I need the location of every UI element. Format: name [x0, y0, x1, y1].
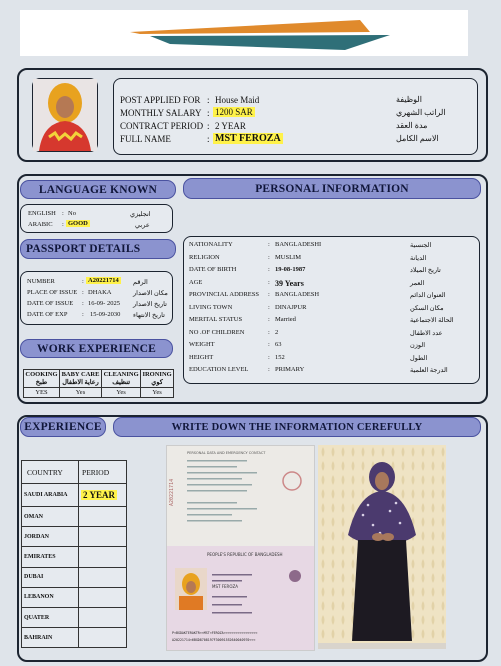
experience-period-value: 2 YEAR — [83, 490, 115, 500]
personal-value: DINAJPUR — [275, 303, 307, 311]
personal-arabic: العمر — [410, 279, 425, 287]
personal-label: EDUCATION LEVEL — [189, 366, 249, 373]
experience-period — [79, 628, 127, 648]
personal-arabic: الطول — [410, 354, 428, 362]
personal-arabic: عدد الاطفال — [410, 329, 443, 337]
experience-country: EMIRATES — [22, 547, 79, 567]
experience-country: BAHRAIN — [22, 628, 79, 648]
experience-period — [79, 567, 127, 587]
scan-side-number: A20221714 — [169, 478, 175, 506]
experience-header-row — [22, 461, 127, 484]
experience-title: EXPERIENCE — [20, 417, 106, 437]
experience-row — [22, 628, 127, 648]
full-body-photo — [318, 445, 446, 649]
experience-row — [22, 607, 127, 627]
personal-value: 152 — [275, 353, 285, 361]
personal-label: LIVING TOWN — [189, 303, 233, 311]
personal-arabic: الديانة — [410, 254, 427, 262]
work-cleaning-value: Yes — [102, 388, 141, 398]
experience-row — [22, 587, 127, 607]
passport-number-value: A20221714 — [88, 277, 119, 284]
personal-colon: : — [268, 241, 270, 248]
scan-top-header: PERSONAL DATA AND EMERGENCY CONTACT — [187, 451, 266, 455]
personal-arabic: العنوان الدائم — [410, 292, 446, 299]
personal-value: 19-08-1987 — [275, 266, 306, 273]
experience-row — [22, 567, 127, 587]
write-title: WRITE DOWN THE INFORMATION CEREFULLY — [113, 417, 481, 437]
personal-label: AGE — [189, 278, 203, 286]
personal-colon: : — [268, 366, 270, 373]
salary-label: MONTHLY SALARY — [120, 108, 202, 118]
personal-arabic: مكان السكن — [410, 304, 444, 312]
personal-arabic: الوزن — [410, 342, 426, 349]
personal-value: Married — [275, 316, 296, 323]
experience-table — [21, 460, 127, 648]
personal-arabic: تاريخ الميلاد — [410, 267, 441, 274]
experience-period — [79, 484, 127, 507]
personal-colon: : — [268, 341, 270, 348]
name-colon: : — [207, 134, 210, 144]
full-body-graphic — [318, 445, 446, 649]
personal-label: NATIONALITY — [189, 241, 233, 248]
personal-value: 2 — [275, 328, 279, 336]
name-arabic: الاسم الكامل — [396, 134, 439, 143]
language-title: LANGUAGE KNOWN — [20, 180, 176, 199]
personal-label: NO .OF CHILDREN — [189, 328, 245, 336]
contract-colon: : — [207, 121, 210, 131]
passport-scan-image — [166, 445, 315, 651]
photo-frame — [32, 78, 98, 152]
work-header-row — [24, 370, 174, 388]
passport-number-label: NUMBER — [27, 278, 55, 285]
personal-arabic: الحالة الاجتماعية — [410, 317, 454, 324]
experience-col-period: PERIOD — [79, 461, 127, 484]
salary-colon: : — [207, 108, 210, 118]
experience-period — [79, 587, 127, 607]
passport-title: PASSPORT DETAILS — [20, 239, 176, 259]
contract-value: 2 YEAR — [215, 121, 246, 131]
salary-arabic: الراتب الشهري — [396, 108, 446, 117]
work-col-cooking: COOKING طبخ — [25, 371, 58, 386]
personal-arabic: الجنسية — [410, 242, 432, 249]
personal-value: BANGLADESHI — [275, 241, 322, 248]
personal-colon: : — [268, 303, 270, 311]
personal-label: MERITAL STATUS — [189, 316, 243, 323]
name-value: MST FEROZA — [215, 133, 281, 144]
work-col-ironing: IRONING كوي — [142, 371, 172, 386]
candidate-photo — [33, 79, 97, 151]
experience-row — [22, 527, 127, 547]
lang-arabic-label: ARABIC — [28, 221, 53, 228]
personal-colon: : — [268, 328, 270, 336]
experience-period — [79, 527, 127, 547]
work-cooking-value: YES — [24, 388, 60, 398]
scan-mrz-line1: P<BGDAKTERAKTR<<MST<FEROZA<<<<<<<<<<<<<<<<< — [172, 631, 258, 635]
personal-colon: : — [268, 253, 270, 261]
scan-name: MST FEROZA — [212, 584, 238, 589]
lang-english-label: ENGLISH — [28, 210, 56, 217]
experience-row — [22, 547, 127, 567]
personal-arabic: الدرجة العلمية — [410, 367, 448, 374]
personal-colon: : — [268, 353, 270, 361]
salary-value: 1200 SAR — [215, 107, 253, 117]
experience-country: LEBANON — [22, 587, 79, 607]
personal-colon: : — [268, 278, 270, 286]
passport-issue-label: DATE OF ISSUE — [27, 300, 74, 307]
passport-issue-value: 16-09- 2025 — [88, 300, 120, 307]
lang-english-arabic: انجليزي — [130, 211, 151, 218]
personal-title: PERSONAL INFORMATION — [183, 178, 481, 199]
banner-graphic — [20, 10, 468, 56]
experience-country: OMAN — [22, 507, 79, 527]
name-label: FULL NAME — [120, 134, 171, 144]
experience-row — [22, 484, 127, 507]
work-ironing-value: Yes — [141, 388, 174, 398]
work-col-babycare: BABY CARE رعاية الاطفال — [59, 370, 101, 388]
experience-row — [22, 507, 127, 527]
contract-label: CONTRACT PERIOD — [120, 121, 204, 131]
experience-country: QUATER — [22, 607, 79, 627]
work-value-row — [24, 388, 174, 398]
passport-issue-arabic: تاريخ الاصدار — [133, 301, 167, 308]
lang-english-value: No — [68, 210, 76, 217]
personal-value: 63 — [275, 341, 282, 348]
post-value: House Maid — [215, 95, 260, 105]
lang-arabic-arabic: عربي — [135, 222, 150, 229]
personal-value: BANGLADESH — [275, 291, 320, 298]
experience-period — [79, 607, 127, 627]
personal-label: DATE OF BIRTH — [189, 266, 237, 273]
experience-period — [79, 507, 127, 527]
passport-place-arabic: مكان الاصدار — [133, 290, 168, 297]
personal-label: HEIGHT — [189, 353, 214, 361]
experience-country: JORDAN — [22, 527, 79, 547]
passport-number-arabic: الرقم — [133, 279, 148, 286]
work-col-cleaning: CLEANING تنظيف — [102, 370, 141, 388]
passport-place-value: DHAKA — [88, 289, 112, 296]
experience-country: SAUDI ARABIA — [22, 484, 79, 507]
experience-country: DUBAI — [22, 567, 79, 587]
experience-period — [79, 547, 127, 567]
language-box — [20, 204, 173, 233]
scan-mrz-line2: A20221714<6BGD8708197F30091552640040970<<< — [172, 638, 256, 642]
personal-colon: : — [268, 266, 270, 273]
work-title: WORK EXPERIENCE — [20, 339, 173, 358]
personal-value: PRIMARY — [275, 366, 305, 373]
scan-country-header: PEOPLE'S REPUBLIC OF BANGLADESH — [207, 552, 283, 557]
contract-arabic: مدة العقد — [396, 121, 428, 130]
personal-label: WEIGHT — [189, 341, 215, 348]
post-arabic: الوظيفة — [396, 95, 422, 104]
work-babycare-value: Yes — [59, 388, 101, 398]
passport-exp-arabic: تاريخ الانتهاء — [133, 312, 165, 319]
passport-scan-graphic — [167, 446, 314, 650]
work-table — [23, 369, 174, 398]
passport-place-label: PLACE OF ISSUE — [27, 289, 78, 296]
lang-arabic-value: GOOD — [68, 220, 88, 227]
personal-value: MUSLIM — [275, 253, 302, 261]
post-label: POST APPLIED FOR — [120, 95, 201, 105]
personal-value: 39 Years — [275, 278, 304, 288]
post-colon: : — [207, 95, 210, 105]
experience-col-country: COUNTRY — [22, 461, 79, 484]
personal-label: PROVINCIAL ADDRESS — [189, 291, 260, 298]
header-banner — [20, 10, 468, 56]
passport-exp-label: DATE OF EXP — [27, 311, 68, 318]
personal-colon: : — [268, 291, 270, 298]
personal-label: RELIGION — [189, 253, 220, 261]
passport-exp-value: 15-09-2030 — [90, 311, 121, 318]
personal-colon: : — [268, 316, 270, 323]
